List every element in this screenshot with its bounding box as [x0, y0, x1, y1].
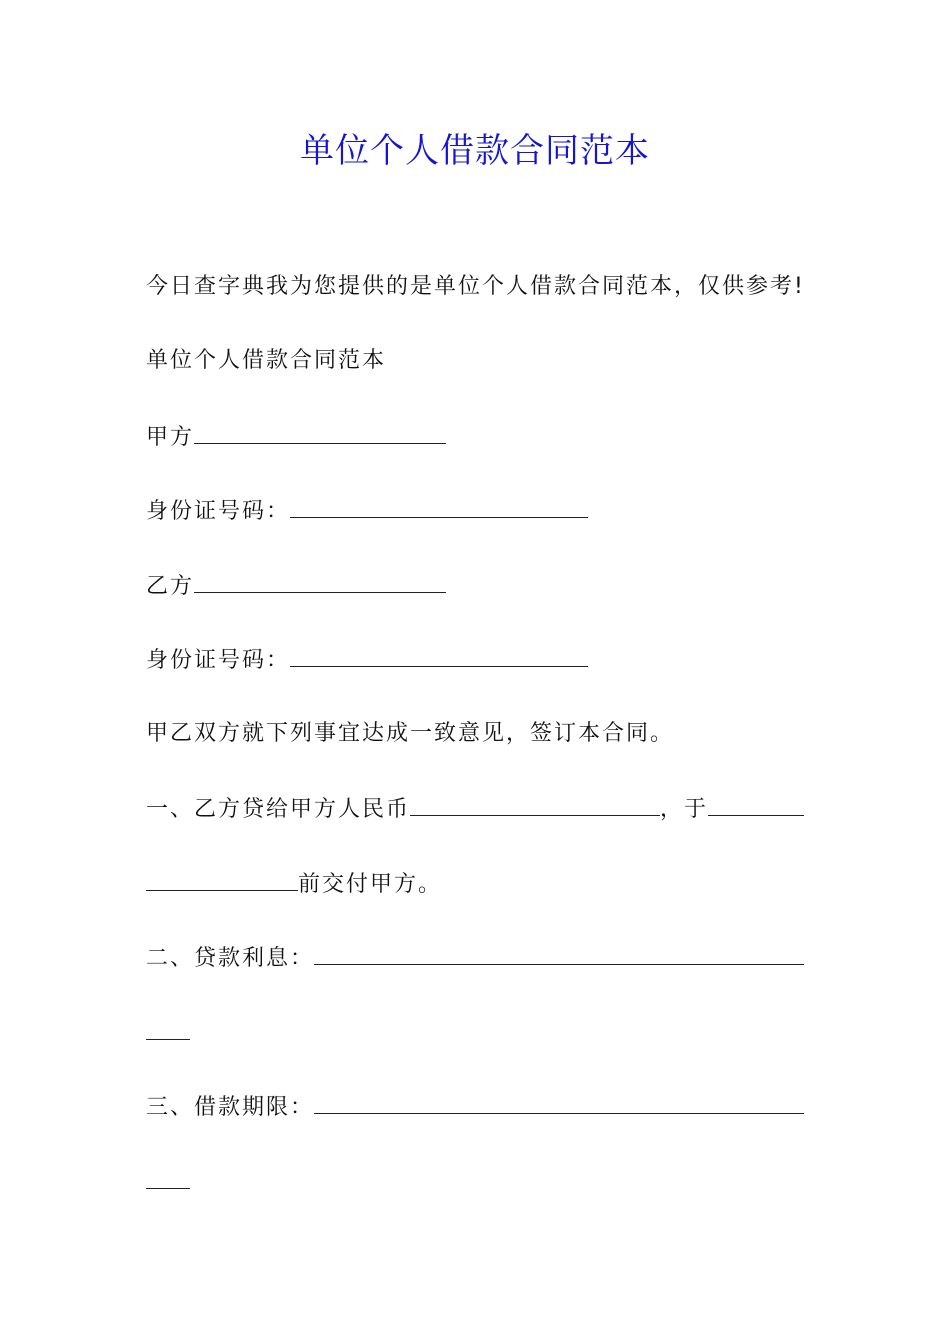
- interest-blank-continued[interactable]: [146, 1017, 190, 1040]
- party-b-blank[interactable]: [194, 570, 446, 593]
- party-a-line: [146, 421, 446, 453]
- agreement-paragraph: 甲乙双方就下列事宜达成一致意见，签订本合同。: [146, 721, 675, 746]
- clause-3-line: [146, 1091, 804, 1123]
- interest-blank[interactable]: [314, 942, 804, 965]
- document-title: 单位个人借款合同范本: [300, 131, 650, 171]
- party-b-line: [146, 570, 446, 602]
- id-b-label: 身份证号码：: [146, 648, 291, 673]
- intro-paragraph: 今日查字典我为您提供的是单位个人借款合同范本，仅供参考!: [146, 274, 805, 299]
- loan-term-blank-continued[interactable]: [146, 1166, 190, 1189]
- id-a-label: 身份证号码：: [146, 499, 291, 524]
- delivery-date-blank[interactable]: [708, 793, 804, 816]
- clause-3-continuation: [146, 1166, 190, 1198]
- id-b-line: [146, 644, 588, 676]
- contract-subtitle: 单位个人借款合同范本: [146, 348, 387, 373]
- clause-1-line: [146, 793, 804, 825]
- clause-2-continuation: [146, 1017, 190, 1049]
- clause-1-ending: 前交付甲方。: [298, 872, 443, 897]
- id-a-blank[interactable]: [290, 495, 588, 518]
- clause-2-label: 二、贷款利息：: [146, 946, 315, 971]
- party-b-label: 乙方: [146, 574, 195, 599]
- delivery-date-blank-continued[interactable]: [146, 868, 298, 891]
- clause-2-line: [146, 942, 804, 974]
- clause-1-comma: ，于: [660, 797, 709, 822]
- clause-1-text: 一、乙方贷给甲方人民币: [146, 797, 411, 822]
- loan-term-blank[interactable]: [314, 1091, 804, 1114]
- party-a-label: 甲方: [146, 425, 195, 450]
- clause-3-label: 三、借款期限：: [146, 1095, 315, 1120]
- id-a-line: [146, 495, 588, 527]
- clause-1-continuation: [146, 868, 442, 900]
- id-b-blank[interactable]: [290, 644, 588, 667]
- loan-amount-blank[interactable]: [410, 793, 660, 816]
- party-a-blank[interactable]: [194, 421, 446, 444]
